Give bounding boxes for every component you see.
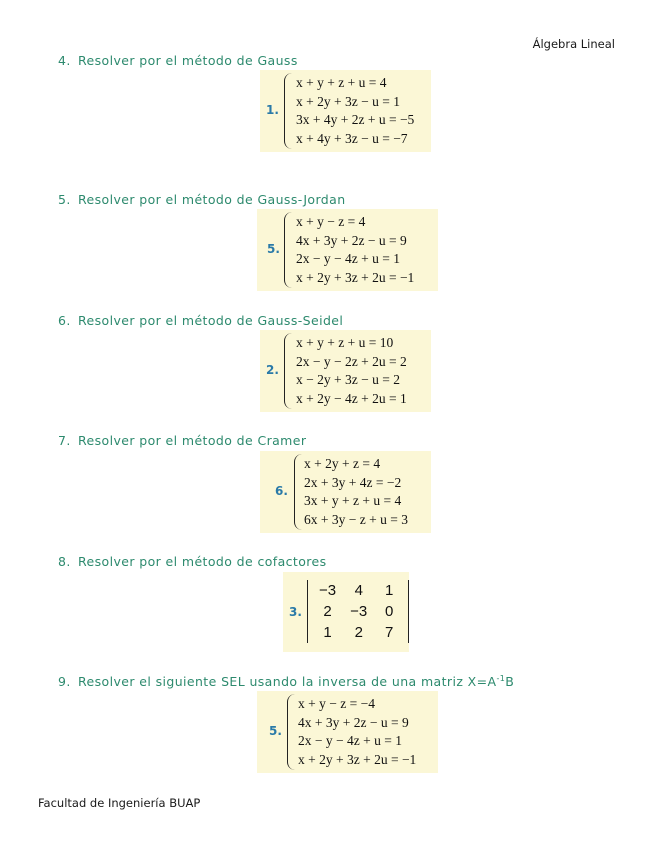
left-brace [284,333,293,409]
equation-line: x + 2y + 3z − u = 1 [296,93,400,109]
exercise-6-heading [58,313,343,328]
exercise-text: Resolver el siguiente SEL usando la inversa de una matriz X=A [78,674,497,690]
equation-line: 3x + 4y + 2z + u = −5 [296,112,415,127]
exercise-8-heading [58,554,327,569]
equation-line: x + 2y + 3z + 2u = −1 [298,751,417,767]
system-label: 6. [275,484,288,498]
exercise-4-heading [58,53,298,68]
system-label: 5. [269,724,282,738]
exercise-text: Resolver por el método de Gauss-Seidel [78,313,344,328]
system-label: 5. [267,242,280,256]
inverse-superscript: -1 [496,674,506,683]
equation-line: 4x + 3y + 2z − u = 9 [296,232,407,248]
exercise-text: Resolver por el método de cofactores [78,554,327,569]
equation-system-gauss [260,70,431,152]
equation-line: x + 2y + z = 4 [304,456,381,471]
matrix-cell: −3 [350,603,368,620]
exercise-number: 5. [58,192,71,207]
exercise-7-heading [58,433,306,448]
exercise-number: 9. [58,674,71,690]
determinant-cofactors [283,572,409,652]
equation-lines [296,74,414,148]
equation-line: 4x + 3y + 2z − u = 9 [298,714,409,730]
equation-line: 2x − y − 4z + u = 1 [298,733,402,748]
determinant-matrix [307,580,409,643]
equation-line: x + y + z + u = 4 [296,75,387,90]
matrix-cell: 2 [354,624,363,641]
left-brace [287,694,296,770]
system-label: 1. [266,103,279,117]
equation-line: x + 4y + 3z − u = −7 [296,130,408,146]
exercise-text: Resolver por el método de Cramer [78,433,307,448]
equation-line: x + 2y + 3z + 2u = −1 [296,269,415,285]
equation-system-gauss-jordan [257,209,438,291]
matrix-cell: −3 [319,582,337,599]
matrix-cell: 0 [384,603,394,620]
equation-lines [304,455,408,529]
equation-line: x + 2y − 4z + 2u = 1 [296,390,407,406]
system-label: 2. [266,363,279,377]
course-title: Álgebra Lineal [532,37,615,51]
exercise-number: 6. [58,313,71,328]
equation-lines [298,695,416,769]
equation-line: 2x − y − 4z + u = 1 [296,251,400,266]
matrix-cell: 2 [323,603,332,620]
left-brace [284,212,293,288]
equation-line: x − 2y + 3z − u = 2 [296,372,400,387]
equation-line: x + y − z = −4 [298,696,375,711]
equation-line: 6x + 3y − z + u = 3 [304,511,408,527]
exercise-number: 4. [58,53,71,68]
exercise-number: 7. [58,433,71,448]
equation-lines [296,213,414,287]
left-brace [294,454,303,530]
matrix-cell: 1 [384,582,394,599]
exercise-text: Resolver por el método de Gauss-Jordan [78,192,346,207]
equation-line: x + y − z = 4 [296,214,366,229]
equation-line: 3x + y + z + u = 4 [304,493,402,508]
exercise-number: 8. [58,554,71,569]
exercise-9-heading [58,674,514,689]
footer-text: Facultad de Ingeniería BUAP [38,796,201,810]
equation-line: x + y + z + u = 10 [296,335,394,350]
matrix-cell: 4 [354,582,363,599]
exercise-text: Resolver por el método de Gauss [78,53,298,68]
equation-line: 2x + 3y + 4z = −2 [304,474,402,490]
exercise-5-heading [58,192,346,207]
matrix-cell: 1 [323,624,332,641]
equation-system-gauss-seidel [260,330,431,412]
left-brace [284,73,293,149]
matrix-cell: 7 [384,624,394,641]
exercise-text-tail: B [505,674,515,690]
system-label: 3. [289,605,302,619]
equation-line: 2x − y − 2z + 2u = 2 [296,353,407,369]
equation-system-inverse [257,691,438,773]
equation-system-cramer [260,451,431,533]
equation-lines [296,334,407,408]
